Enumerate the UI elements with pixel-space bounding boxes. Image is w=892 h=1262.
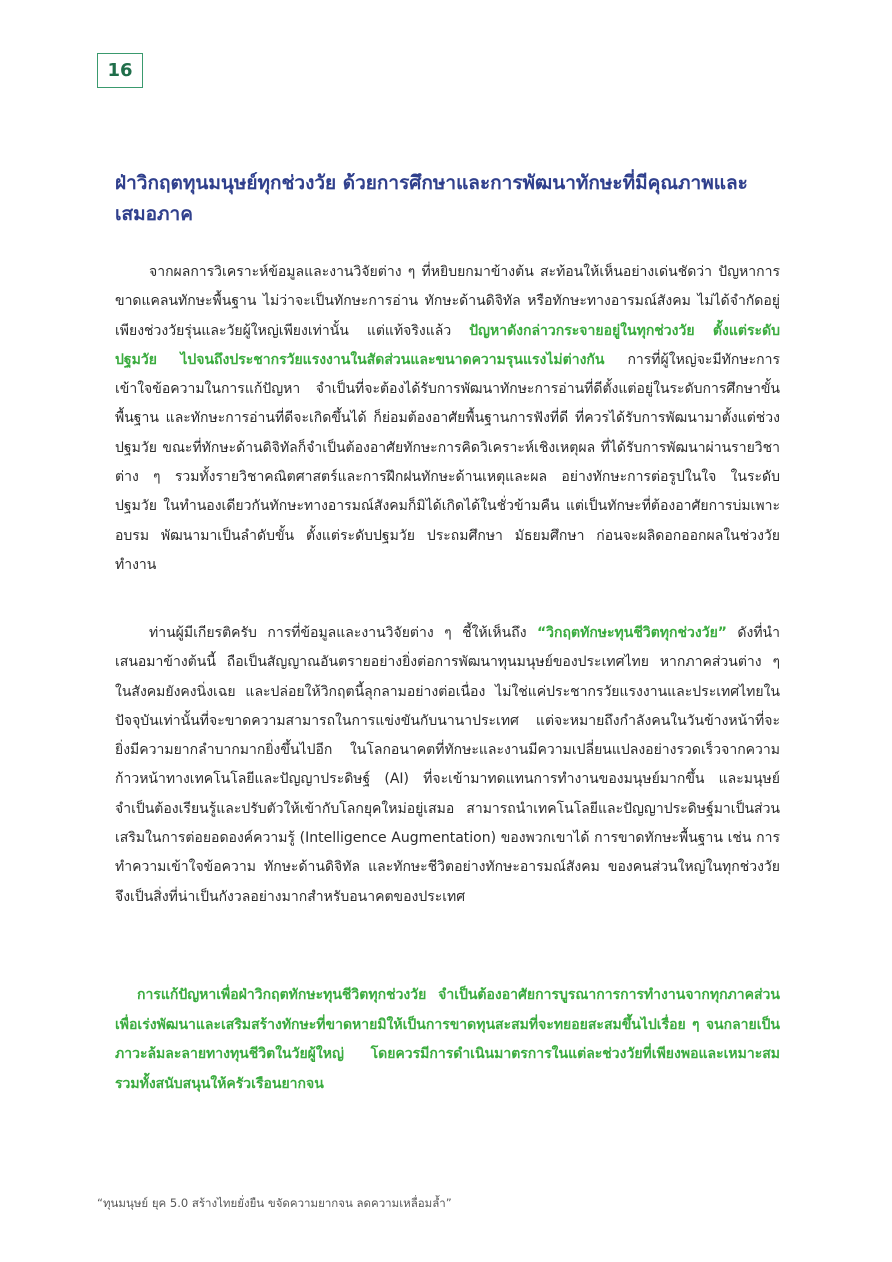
paragraph-2-text-a: ท่านผู้มีเกียรติครับ การที่ข้อมูลและงานวิจัยต่าง ๆ ชี้ให้เห็นถึง (149, 625, 537, 641)
section-heading: ฝ่าวิกฤตทุนมนุษย์ทุกช่วงวัย ด้วยการศึกษาและการพัฒนาทักษะที่มีคุณภาพและเสมอภาค (115, 172, 748, 225)
paragraph-1-text-a: จากผลการวิเคราะห์ข้อมูลและงานวิจัยต่าง ๆ ที่หยิบยกมาข้างต้น สะท้อนให้เห็นอย่างเด่นชัดว่า ปัญหาการขาดแคลนทักษะพื้นฐาน ไม่ว่าจะเป็นทักษะการอ่าน ทักษะด้านดิจิทัล หรือทักษะทางอารมณ์สังคม ไม่ได้จำกัดอยู่เพียงช่วงวัยรุ่นและวัยผู้ใหญ่เพียงเท่านั้น แต่แท้จริงแล้ว (115, 264, 780, 339)
paragraph-2-highlight: “วิกฤตทักษะทุนชีวิตทุกช่วงวัย” (536, 625, 727, 641)
paragraph-3-highlight: การแก้ปัญหาเพื่อฝ่าวิกฤตทักษะทุนชีวิตทุกช่วงวัย จำเป็นต้องอาศัยการบูรณาการการทำงานจากทุกภาคส่วน เพื่อเร่งพัฒนาและเสริมสร้างทักษะที่ขาดหายมิให้เป็นการขาดทุนสะสมที่จะทยอยสะสมขึ้นไปเรื่อย ๆ จนกลายเป็นภาวะล้มละลายทางทุนชีวิตในวัยผู้ใหญ่ โดยควรมีการดำเนินมาตรการในแต่ละช่วงวัยที่เพียงพอและเหมาะสม รวมทั้งสนับสนุนให้ครัวเรือนยากจน (115, 987, 780, 1092)
paragraph-1-text-b: การที่ผู้ใหญ่จะมีทักษะการเข้าใจข้อความในการแก้ปัญหา จำเป็นที่จะต้องได้รับการพัฒนาทักษะการอ่านที่ดีตั้งแต่อยู่ในระดับการศึกษาขั้นพื้นฐาน และทักษะการอ่านที่ดีจะเกิดขึ้นได้ ก็ย่อมต้องอาศัยพื้นฐานการฟังที่ดี ที่ควรได้รับการพัฒนามาตั้งแต่ช่วงปฐมวัย ขณะที่ทักษะด้านดิจิทัลก็จำเป็นต้องอาศัยทักษะการคิดวิเคราะห์เชิงเหตุผล ที่ได้รับการพัฒนาผ่านรายวิชาต่าง ๆ รวมทั้งรายวิชาคณิตศาสตร์และการฝึกฝนทักษะด้านเหตุและผล อย่างทักษะการต่อรูปในใจ ในระดับปฐมวัย ในทำนองเดียวกันทักษะทางอารมณ์สังคมก็มิได้เกิดได้ในชั่วข้ามคืน แต่เป็นทักษะที่ต้องอาศัยการบ่มเพาะ อบรม พัฒนามาเป็นลำดับขั้น ตั้งแต่ระดับปฐมวัย ประถมศึกษา มัธยมศึกษา ก่อนจะผลิดอกออกผลในช่วงวัยทำงาน (115, 351, 780, 573)
paragraph-1 (115, 258, 780, 580)
footnote: “ทุนมนุษย์ ยุค 5.0 สร้างไทยยั่งยืน ขจัดความยากจน ลดความเหลื่อมล้ำ” (97, 1196, 452, 1210)
page-number: 16 (97, 53, 143, 88)
paragraph-2 (115, 619, 780, 912)
paragraph-1-highlight: ปัญหาดังกล่าวกระจายอยู่ในทุกช่วงวัย ตั้งแต่ระดับปฐมวัย ไปจนถึงประชากรวัยแรงงานในสัดส่วนและขนาดความรุนแรงไม่ต่างกัน (115, 322, 780, 368)
paragraph-2-text-b: ดังที่นำเสนอมาข้างต้นนี้ ถือเป็นสัญญาณอันตรายอย่างยิ่งต่อการพัฒนาทุนมนุษย์ของประเทศไทย หากภาคส่วนต่าง ๆ ในสังคมยังคงนิ่งเฉย และปล่อยให้วิกฤตนี้ลุกลามอย่างต่อเนื่อง ไม่ใช่แค่ประชากรวัยแรงงานและประเทศไทยในปัจจุบันเท่านั้นที่จะขาดความสามารถในการแข่งขันกับนานาประเทศ แต่จะหมายถึงกำลังคนในวันข้างหน้าที่จะยิ่งมีความยากลำบากมากยิ่งขึ้นไปอีก ในโลกอนาคตที่ทักษะและงานมีความเปลี่ยนแปลงอย่างรวดเร็วจากความก้าวหน้าทางเทคโนโลยีและปัญญาประดิษฐ์ (AI) ที่จะเข้ามาทดแทนการทำงานของมนุษย์มากขึ้น และมนุษย์จำเป็นต้องเรียนรู้และปรับตัวให้เข้ากับโลกยุคใหม่อยู่เสมอ สามารถนำเทคโนโลยีและปัญญาประดิษฐ์มาเป็นส่วนเสริมในการต่อยอดองค์ความรู้ (Intelligence Augmentation) ของพวกเขาได้ การขาดทักษะพื้นฐาน เช่น การทำความเข้าใจข้อความ ทักษะด้านดิจิทัล และทักษะชีวิตอย่างทักษะอารมณ์สังคม ของคนส่วนใหญ่ในทุกช่วงวัย จึงเป็นสิ่งที่น่าเป็นกังวลอย่างมากสำหรับอนาคตของประเทศ (115, 625, 780, 905)
